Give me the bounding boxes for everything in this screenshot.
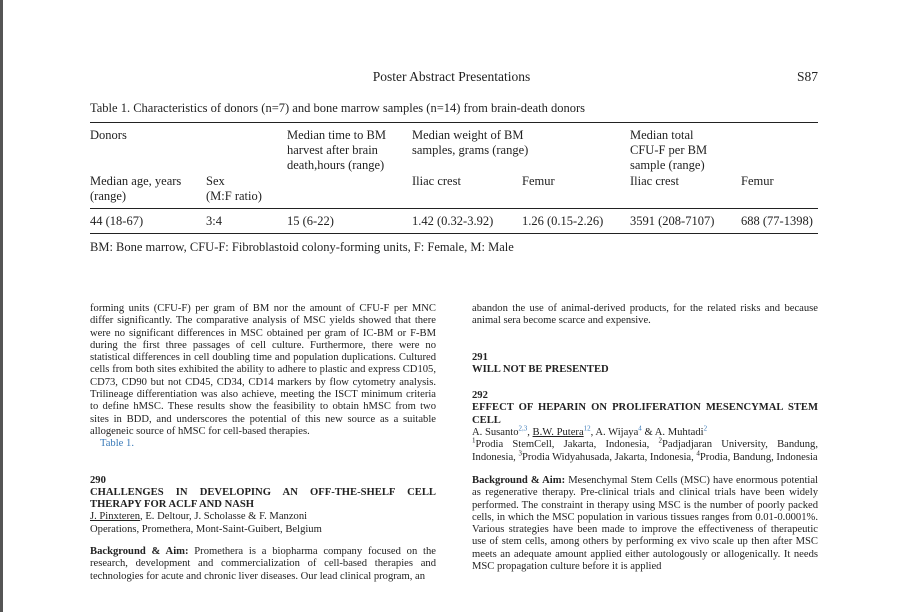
header-cfu-femur: Femur [741,174,774,188]
affiliation: Prodia, Bandung, Indonesia [699,451,818,463]
author-name: A. Muhtadi [654,427,704,439]
page-number: S87 [796,69,818,84]
header-age-line: Median age, years [90,174,182,188]
header-cfu-iliac: Iliac crest [630,174,679,188]
header-sex-line: (M:F ratio) [206,189,262,203]
abstract-292-affiliations [472,436,819,464]
header-median-cfu-line: CFU-F per BM [630,143,708,157]
presenting-author: J. Pinxteren [90,511,141,523]
abstract-292-authors: A. Susanto$^{2,3}$, B.W. Putera$^{12}$, A. Wijaya$^4$ & A. Muhtadi$^2$ [472,424,708,439]
abstract-290-title: CHALLENGES IN DEVELOPING AN OFF-THE-SHELF CELL THERAPY FOR ACLF AND NASH [90,486,436,511]
presenting-author: B.W. Putera [532,427,584,439]
continued-paragraph: forming units (CFU-F) per gram of BM nor the amount of CFU-F per MNC differ significantly. The comparative analysis of MSC yields showed that there were no significant differences in MSC obtained per gram of IC-BM or F-BM during the first three passages of cell culture. Furthermore, there were no statistical differences in cell doubling time and population duplications. Cultured cells from both sites exhibited the ability to adhere to plastic and express CD105, CD73, CD90 but not CD45, CD34, CD14 markers by flow cytometry analysis. Trilineage differentiation was also achieve, meeting the ISCT minimum criteria to define hMSC. These results show the feasibility to obtain hMSC from two sites in BDD, and underscores the potential of this new source as a suitable allogeneic source of hMSC for cell-based therapies. [90,303,436,437]
cell-age: 44 (18-67) [90,214,144,228]
abstract-290-background [90,546,436,583]
affiliation-marker: 2 [658,436,663,445]
background-text: Promethera is a biopharma company focused on the research, development and commercialization of cell-based therapies and technologies for acute and chronic liver diseases. Our lead clinical program, an [90,546,436,582]
header-weight-iliac: Iliac crest [412,174,461,188]
spacer [90,451,436,475]
header-weight-femur: Femur [522,174,555,188]
spacer [472,328,818,352]
header-age-line: (range) [90,189,127,203]
header-median-time-line: Median time to BM [287,128,386,142]
cell-cfu-iliac: 3591 (208-7107) [630,214,715,228]
author-ampersand: & [641,427,655,439]
running-head [0,69,903,85]
spacer [90,536,436,546]
author-name: A. Wijaya [595,427,639,439]
affiliation-marker: 3 [518,449,522,458]
header-median-cfu-line: Median total [630,128,694,142]
header-median-time-line: death,hours (range) [287,158,385,172]
page-edge [0,0,3,612]
background-label: Background & Aim: [472,474,566,486]
abstract-290-affiliation: Operations, Promethera, Mont-Saint-Guibert, Belgium [90,523,322,535]
spacer [472,376,818,390]
affiliation: Prodia StemCell, Jakarta, Indonesia, [475,439,659,451]
header-median-weight [412,128,528,158]
header-median-weight-line: samples, grams (range) [412,143,529,157]
table-1-link[interactable]: Table 1. [100,438,134,450]
cell-weight-femur: 1.26 (0.15-2.26) [522,214,604,228]
affiliation-marker: 1 [472,436,476,445]
table-footnote: BM: Bone marrow, CFU-F: Fibroblastoid colony-forming units, F: Female, M: Male [90,240,514,254]
cell-time: 15 (6-22) [287,214,334,228]
author-affiliation-ref[interactable]: 12 [583,424,591,433]
background-text: Mesenchymal Stem Cells (MSC) have enormous potential as regenerative therapy. Pre-clinical trials and clinical trials have been widely performed. The constraint in therapy using MSC is the number of poorly packed cells, in which the MSC population in various tissues ranges from 0.01-0.0001%. Various strategies have been made to improve the effectiveness of therapeutic use of stem cells, among others by performing ex vivo scale up then after MSC meets an adequate amount applied either autologously or allogenically. It needs MSC propagation culture before it is applied [472,474,818,573]
cell-weight-iliac: 1.42 (0.32-3.92) [412,214,494,228]
author-name: A. Susanto [472,427,519,439]
abstract-292-background [472,475,818,573]
table-header-rule [90,208,818,209]
table-caption: Table 1. Characteristics of donors (n=7) and bone marrow samples (n=14) from brain-death donors [90,101,586,115]
right-column [472,303,818,573]
author-affiliation-ref[interactable]: 2 [703,424,708,433]
affiliation-marker: 4 [696,449,700,458]
cell-sex: 3:4 [206,214,222,228]
abstract-292-number: 292 [472,390,488,402]
header-median-cfu [630,128,707,173]
left-column [90,303,436,583]
header-median-time-line: harvest after brain [287,143,378,157]
abstract-290-authors [90,511,436,523]
table-bottom-rule [90,233,818,234]
author-affiliation-ref[interactable]: 2,3 [518,424,528,433]
table-link-paragraph [90,438,436,450]
header-median-time [287,128,386,173]
abstract-291-title: WILL NOT BE PRESENTED [472,363,609,375]
header-median-cfu-line: sample (range) [630,158,705,172]
table-top-rule [90,122,818,123]
affiliation: Prodia Widyahusada, Jakarta, Indonesia, [521,451,697,463]
cell-cfu-femur: 688 (77-1398) [741,214,813,228]
author-affiliation-ref[interactable]: 4 [638,424,642,433]
header-sex [206,174,262,204]
page-header-title: Poster Abstract Presentations [372,69,531,84]
header-age [90,174,181,204]
header-donors: Donors [90,128,127,142]
header-sex-line: Sex [206,174,225,188]
co-authors: , E. Deltour, J. Scholasse & F. Manzoni [140,511,308,523]
background-label: Background & Aim: [90,546,189,558]
abstract-292-title: EFFECT OF HEPARIN ON PROLIFERATION MESENCYMAL STEM CELL [472,402,818,426]
abstract-290-number: 290 [90,474,106,486]
abstract-291-number: 291 [472,351,488,363]
affiliation: Padjadjaran University, Bandung, Indonesia, [472,439,819,463]
header-median-weight-line: Median weight of BM [412,128,524,142]
spacer [472,464,818,475]
continued-paragraph: abandon the use of animal-derived products, for the related risks and because animal sera become scarce and expensive. [472,303,818,327]
